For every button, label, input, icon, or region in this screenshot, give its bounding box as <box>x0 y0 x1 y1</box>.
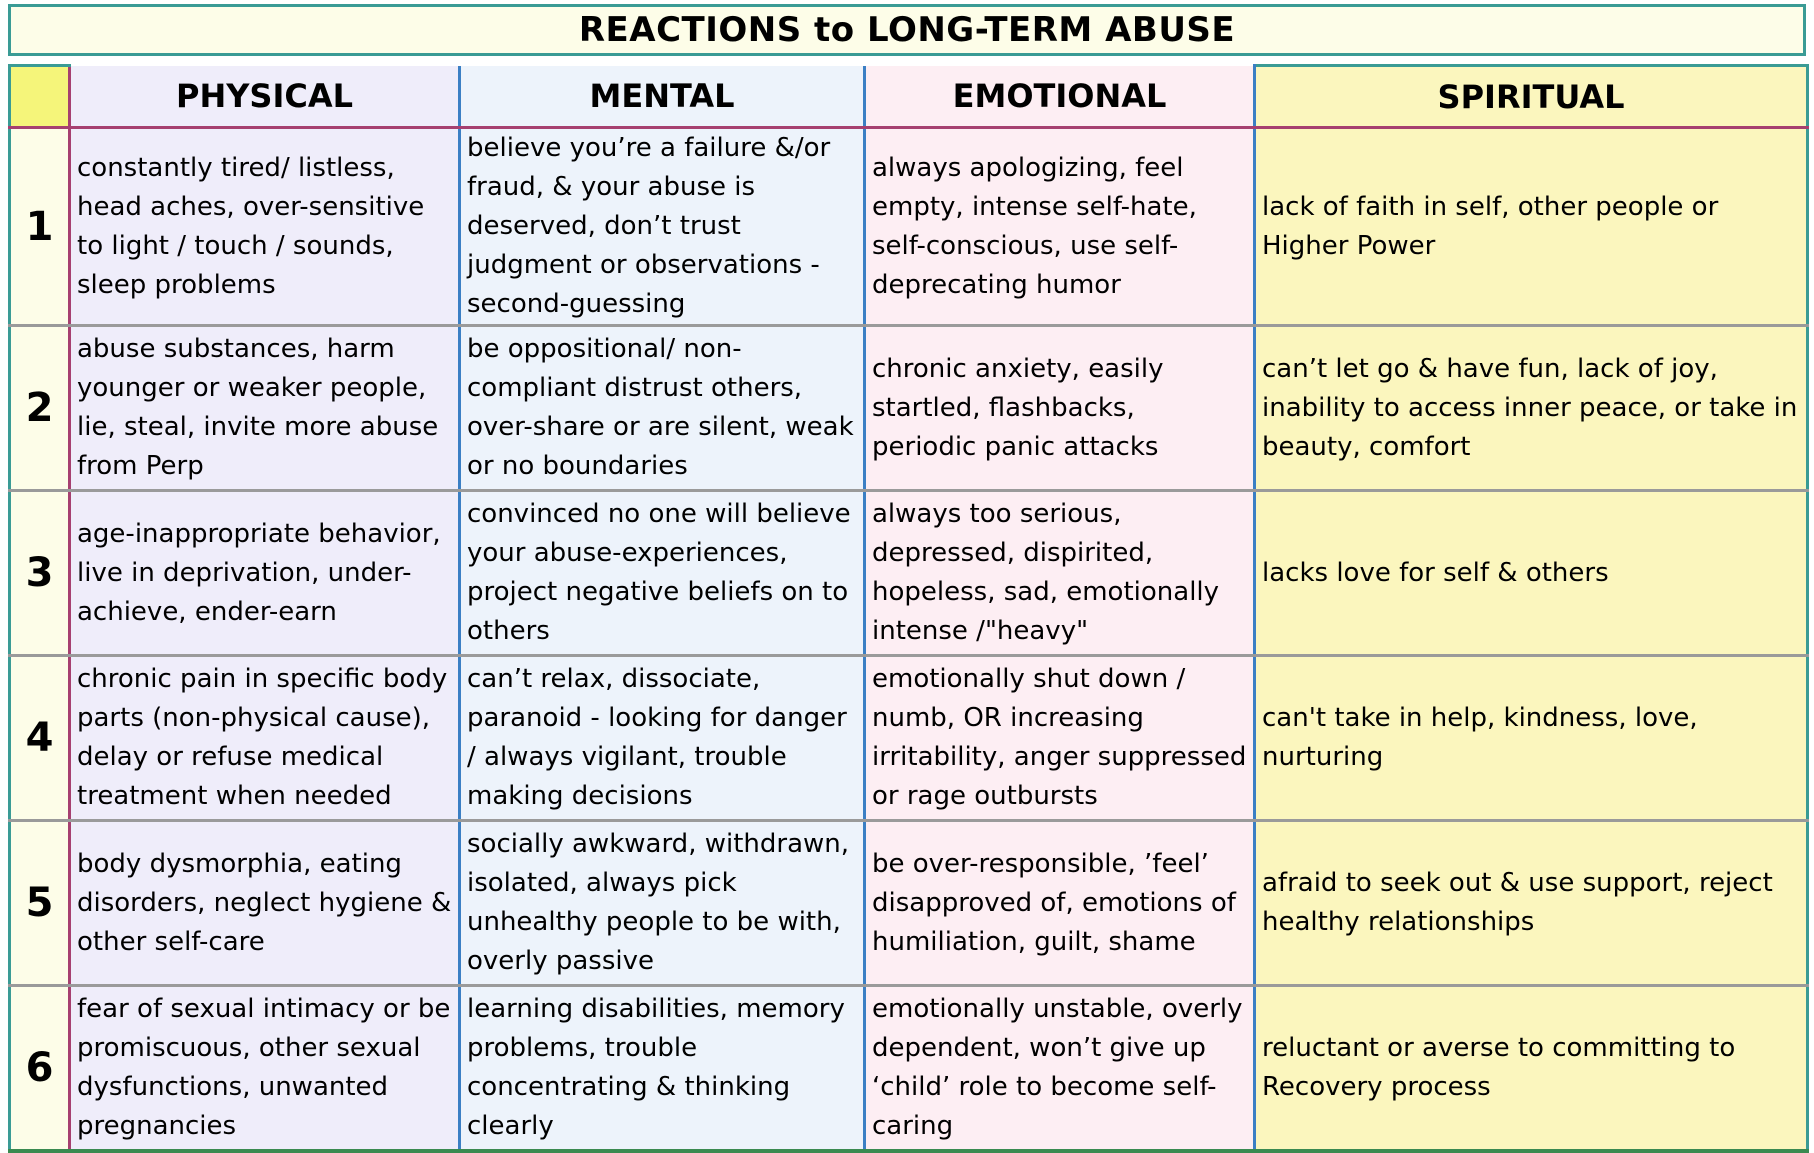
header-spiritual: SPIRITUAL <box>1255 66 1808 128</box>
row-number: 3 <box>10 491 70 656</box>
cell-physical: constantly tired/ listless, head aches, over-sensitive to light / touch / sounds, sleep problems <box>70 128 460 326</box>
cell-spiritual: afraid to seek out & use support, reject healthy relationships <box>1255 821 1808 986</box>
cell-mental: be oppositional/ non-compliant distrust others, over-share or are silent, weak or no boundaries <box>460 326 865 491</box>
document-title: REACTIONS to LONG-TERM ABUSE <box>8 4 1806 56</box>
cell-physical: fear of sexual intimacy or be promiscuous, other sexual dysfunctions, unwanted pregnancies <box>70 986 460 1151</box>
cell-mental: can’t relax, dissociate, paranoid - looking for danger / always vigilant, trouble making decisions <box>460 656 865 821</box>
cell-physical: body dysmorphia, eating disorders, neglect hygiene & other self-care <box>70 821 460 986</box>
cell-emotional: always too serious, depressed, dispirited, hopeless, sad, emotionally intense /"heavy" <box>865 491 1255 656</box>
cell-spiritual: can’t let go & have fun, lack of joy, inability to access inner peace, or take in beauty, comfort <box>1255 326 1808 491</box>
header-row <box>10 66 1808 128</box>
header-mental: MENTAL <box>460 66 865 128</box>
cell-spiritual: lacks love for self & others <box>1255 491 1808 656</box>
row-number: 5 <box>10 821 70 986</box>
corner-cell <box>10 66 70 128</box>
header-emotional: EMOTIONAL <box>865 66 1255 128</box>
table-row <box>10 821 1808 986</box>
cell-emotional: emotionally shut down / numb, OR increasing irritability, anger suppressed or rage outbursts <box>865 656 1255 821</box>
cell-mental: convinced no one will believe your abuse-experiences, project negative beliefs on to others <box>460 491 865 656</box>
cell-spiritual: reluctant or averse to committing to Recovery process <box>1255 986 1808 1151</box>
table-row <box>10 656 1808 821</box>
row-number: 6 <box>10 986 70 1151</box>
cell-spiritual: lack of faith in self, other people or Higher Power <box>1255 128 1808 326</box>
cell-spiritual: can't take in help, kindness, love, nurturing <box>1255 656 1808 821</box>
cell-mental: believe you’re a failure &/or fraud, & your abuse is deserved, don’t trust judgment or observations - second-guessing <box>460 128 865 326</box>
table-row <box>10 128 1808 326</box>
cell-physical: chronic pain in specific body parts (non-physical cause), delay or refuse medical treatment when needed <box>70 656 460 821</box>
header-physical: PHYSICAL <box>70 66 460 128</box>
cell-mental: socially awkward, withdrawn, isolated, always pick unhealthy people to be with, overly passive <box>460 821 865 986</box>
row-number: 4 <box>10 656 70 821</box>
reactions-table <box>8 64 1809 1153</box>
cell-physical: abuse substances, harm younger or weaker people, lie, steal, invite more abuse from Perp <box>70 326 460 491</box>
row-number: 2 <box>10 326 70 491</box>
cell-emotional: chronic anxiety, easily startled, flashbacks, periodic panic attacks <box>865 326 1255 491</box>
table-row <box>10 491 1808 656</box>
table-row <box>10 326 1808 491</box>
row-number: 1 <box>10 128 70 326</box>
cell-emotional: always apologizing, feel empty, intense self-hate, self-conscious, use self-deprecating humor <box>865 128 1255 326</box>
document-sheet <box>8 4 1806 1141</box>
cell-emotional: be over-responsible, ’feel’ disapproved of, emotions of humiliation, guilt, shame <box>865 821 1255 986</box>
cell-physical: age-inappropriate behavior, live in deprivation, under-achieve, ender-earn <box>70 491 460 656</box>
cell-emotional: emotionally unstable, overly dependent, won’t give up ‘child’ role to become self-caring <box>865 986 1255 1151</box>
cell-mental: learning disabilities, memory problems, trouble concentrating & thinking clearly <box>460 986 865 1151</box>
